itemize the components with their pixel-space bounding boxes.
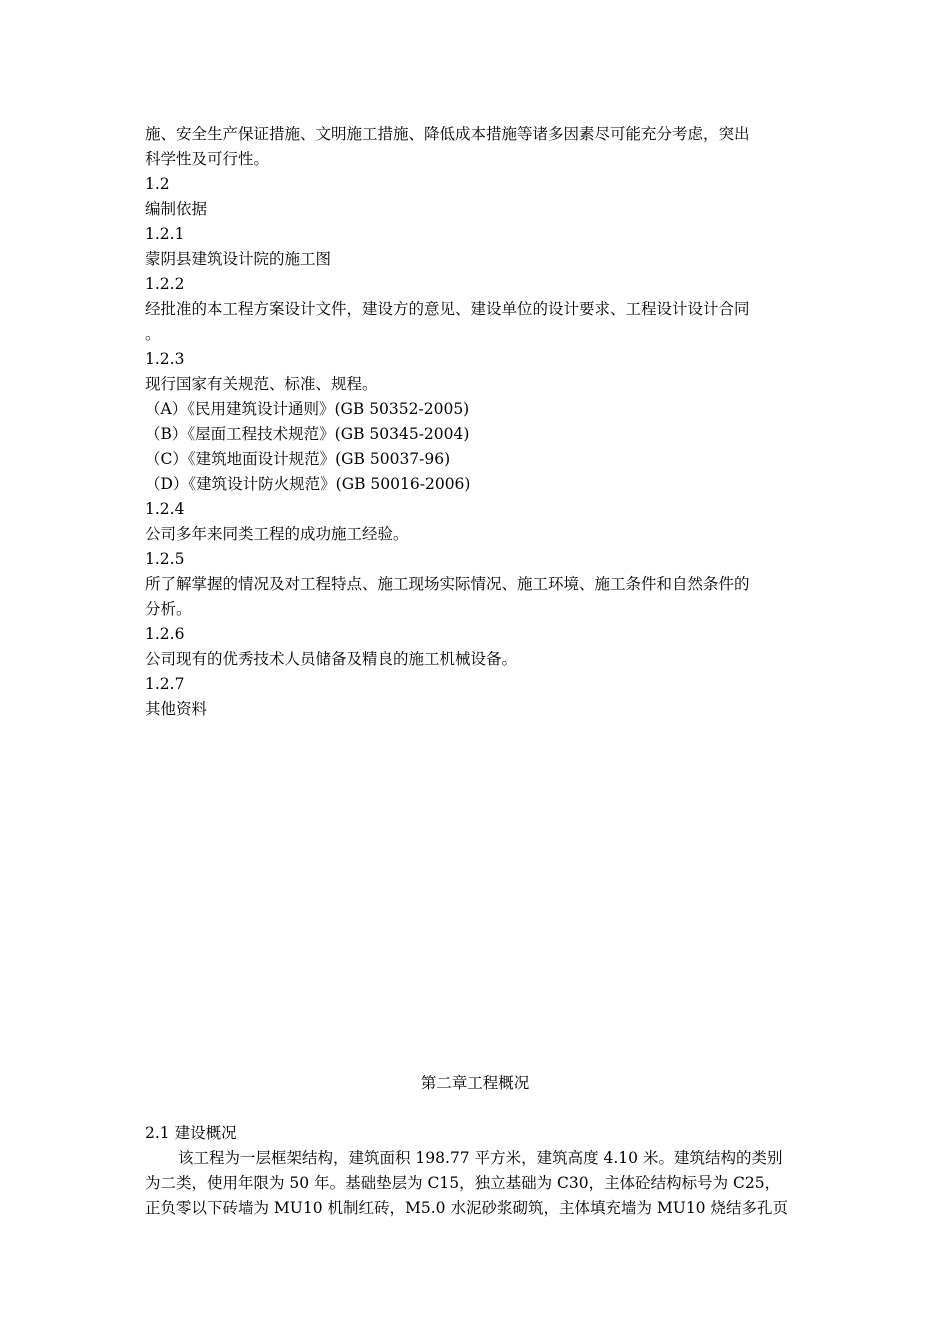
subsection-number: 1.2.2	[145, 275, 185, 293]
paragraph-line: 其他资料	[145, 700, 208, 718]
subsection-number: 1.2.1	[145, 225, 185, 243]
paragraph-line: 科学性及可行性。	[145, 150, 270, 168]
paragraph-line: 正负零以下砖墙为 MU10 机制红砖，M5.0 水泥砂浆砌筑，主体填充墙为 MU10 烧结多孔页	[145, 1199, 788, 1217]
paragraph-line: 所了解掌握的情况及对工程特点、施工现场实际情况、施工环境、施工条件和自然条件的	[145, 575, 750, 593]
section-2-1	[145, 1121, 810, 1221]
standard-list-item: （C）《建筑地面设计规范》(GB 50037-96)	[145, 450, 451, 468]
chapter-title: 第二章工程概况	[420, 1074, 530, 1092]
paragraph-line: 经批准的本工程方案设计文件，建设方的意见、建设单位的设计要求、工程设计设计合同	[145, 300, 750, 318]
section-number: 1.2	[145, 175, 170, 193]
subsection-number: 1.2.7	[145, 675, 185, 693]
subsection-number: 1.2.6	[145, 625, 185, 643]
standard-list-item: （B）《屋面工程技术规范》(GB 50345-2004)	[145, 425, 470, 443]
paragraph-line: 现行国家有关规范、标准、规程。	[145, 375, 378, 393]
paragraph-line: 蒙阴县建筑设计院的施工图	[145, 250, 332, 268]
paragraph-line: 施、安全生产保证措施、文明施工措施、降低成本措施等诸多因素尽可能充分考虑，突出	[145, 125, 750, 143]
subsection-number: 1.2.5	[145, 550, 185, 568]
paragraph-line: 该工程为一层框架结构，建筑面积 198.77 平方米，建筑高度 4.10 米。建筑结构的类别	[178, 1149, 783, 1167]
paragraph-line: 为二类，使用年限为 50 年。基础垫层为 C15，独立基础为 C30，主体砼结构标号为 C25，	[145, 1174, 781, 1192]
section-heading: 2.1 建设概况	[145, 1124, 237, 1142]
section-heading: 编制依据	[145, 200, 208, 218]
standard-list-item: （A）《民用建筑设计通则》(GB 50352-2005)	[145, 400, 470, 418]
paragraph-line: 。	[145, 325, 161, 343]
standard-list-item: （D）《建筑设计防火规范》(GB 50016-2006)	[145, 475, 471, 493]
document-body	[145, 122, 810, 722]
subsection-number: 1.2.4	[145, 500, 185, 518]
paragraph-line: 公司现有的优秀技术人员储备及精良的施工机械设备。	[145, 650, 518, 668]
subsection-number: 1.2.3	[145, 350, 185, 368]
paragraph-line: 公司多年来同类工程的成功施工经验。	[145, 525, 409, 543]
paragraph-line: 分析。	[145, 600, 192, 618]
